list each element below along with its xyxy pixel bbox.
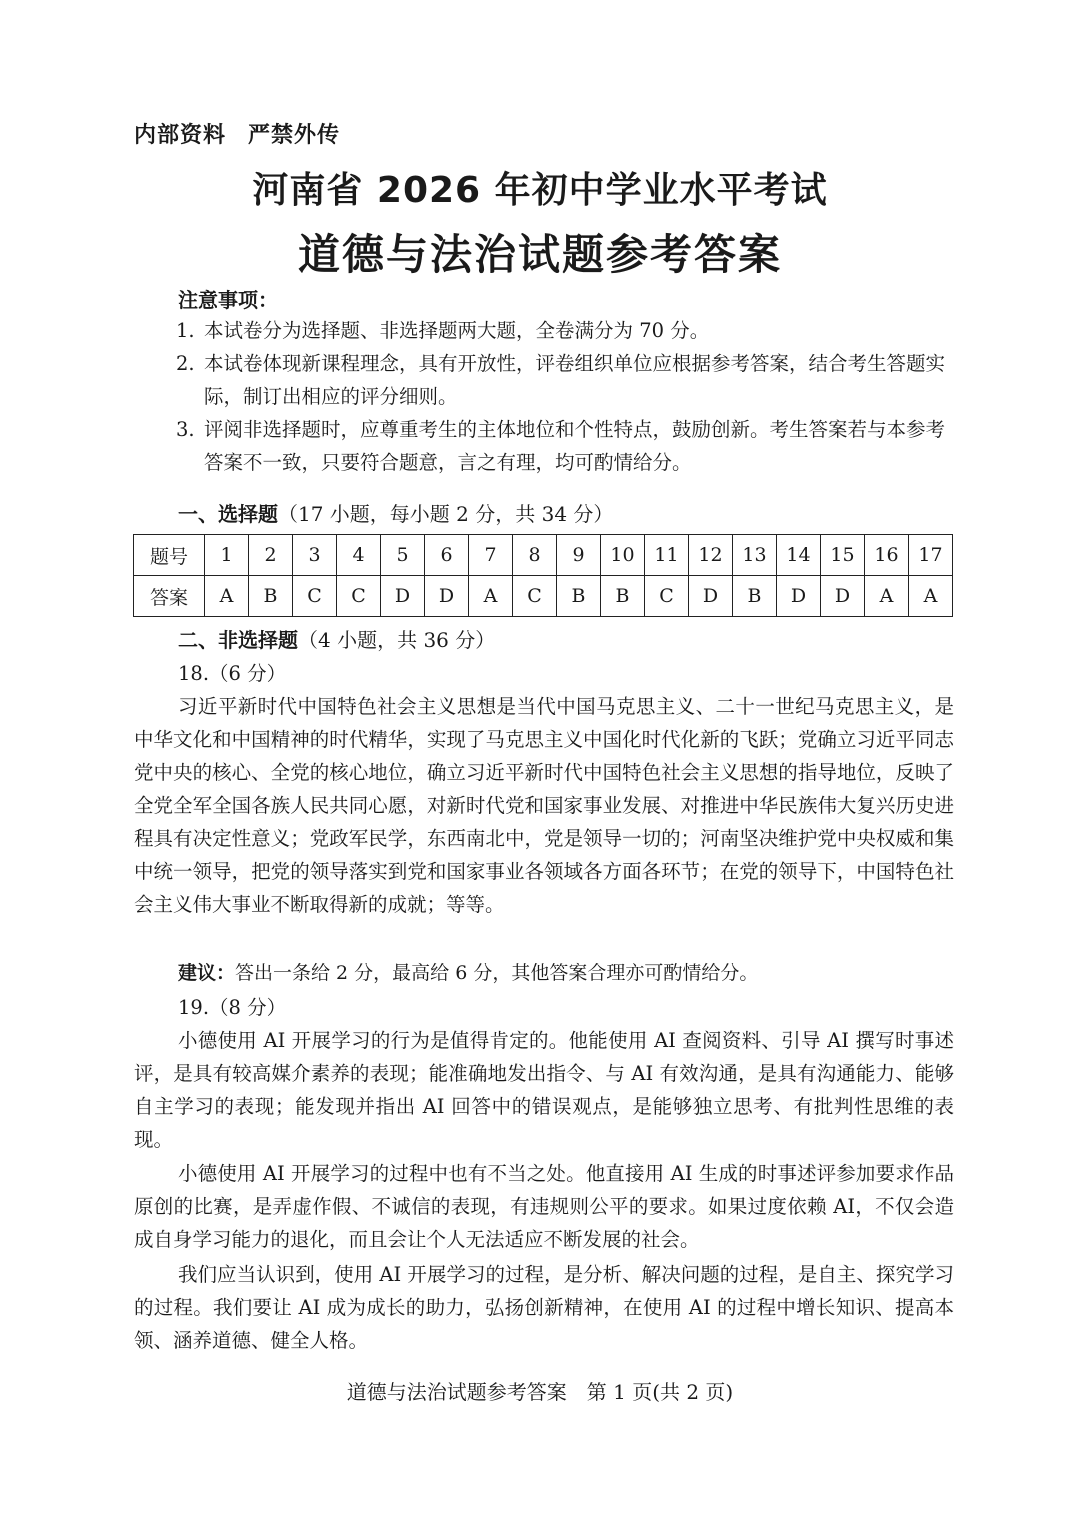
answer-table bbox=[133, 534, 953, 617]
exam-title: 河南省 2026 年初中学业水平考试 bbox=[252, 170, 828, 211]
question-19-paragraph: 我们应当认识到，使用 AI 开展学习的过程，是分析、解决问题的过程，是自主、探究学习的过程。我们要让 AI 成为成长的助力，弘扬创新精神，在使用 AI 的过程中增长知识、提高本领、涵养道德、健全人格。 bbox=[134, 1263, 954, 1352]
answer-key-title: 道德与法治试题参考答案 bbox=[297, 230, 782, 279]
answer-cell: B bbox=[733, 576, 777, 617]
question-number-cell: 12 bbox=[689, 535, 733, 576]
question-19-label: 19.（8 分） bbox=[178, 996, 287, 1019]
question-number-cell: 2 bbox=[249, 535, 293, 576]
section1-title: 一、选择题 bbox=[178, 502, 278, 526]
notes-list bbox=[176, 314, 956, 479]
answer-cell: D bbox=[821, 576, 865, 617]
section2-title: 二、非选择题 bbox=[178, 628, 298, 652]
note-item bbox=[176, 413, 956, 479]
question-number-cell: 10 bbox=[601, 535, 645, 576]
note-number: 2. bbox=[176, 352, 195, 375]
note-number: 1. bbox=[176, 319, 195, 342]
question-number-row bbox=[134, 535, 953, 576]
note-text: 评阅非选择题时，应尊重考生的主体地位和个性特点，鼓励创新。考生答案若与本参考答案不一致，只要符合题意，言之有理，均可酌情给分。 bbox=[204, 418, 946, 474]
question-18-label: 18.（6 分） bbox=[178, 662, 287, 685]
note-number: 3. bbox=[176, 418, 195, 441]
section2-desc: （4 小题，共 36 分） bbox=[298, 628, 496, 652]
notes-heading: 注意事项： bbox=[178, 288, 278, 312]
question-number-cell: 1 bbox=[205, 535, 249, 576]
answer-cell: D bbox=[689, 576, 733, 617]
grading-suggestion bbox=[178, 958, 758, 985]
question-number-cell: 5 bbox=[381, 535, 425, 576]
question-number-cell: 15 bbox=[821, 535, 865, 576]
question-number-cell: 17 bbox=[909, 535, 953, 576]
answer-cell: B bbox=[249, 576, 293, 617]
question-number-cell: 14 bbox=[777, 535, 821, 576]
answer-cell: D bbox=[777, 576, 821, 617]
internal-material-label: 内部资料 bbox=[134, 123, 227, 148]
question-number-cell: 4 bbox=[337, 535, 381, 576]
question-number-cell: 11 bbox=[645, 535, 689, 576]
answer-cell: A bbox=[909, 576, 953, 617]
question-number-cell: 9 bbox=[557, 535, 601, 576]
suggestion-text: 答出一条给 2 分，最高给 6 分，其他答案合理亦可酌情给分。 bbox=[235, 962, 759, 984]
section1-desc: （17 小题，每小题 2 分，共 34 分） bbox=[278, 502, 614, 526]
answer-cell: C bbox=[513, 576, 557, 617]
answer-cell: C bbox=[293, 576, 337, 617]
row-header-number: 题号 bbox=[134, 535, 205, 576]
note-text: 本试卷分为选择题、非选择题两大题，全卷满分为 70 分。 bbox=[204, 319, 710, 342]
answer-cell: D bbox=[381, 576, 425, 617]
answer-row bbox=[134, 576, 953, 617]
note-text: 本试卷体现新课程理念，具有开放性，评卷组织单位应根据参考答案，结合考生答题实际，制订出相应的评分细则。 bbox=[204, 352, 946, 408]
section2-heading bbox=[178, 624, 495, 653]
no-distribution-label: 严禁外传 bbox=[248, 123, 341, 148]
answer-cell: A bbox=[865, 576, 909, 617]
row-header-answer: 答案 bbox=[134, 576, 205, 617]
question-number-cell: 6 bbox=[425, 535, 469, 576]
answer-cell: A bbox=[469, 576, 513, 617]
question-19-paragraph: 小德使用 AI 开展学习的行为是值得肯定的。他能使用 AI 查阅资料、引导 AI 撰写时事述评，是具有较高媒介素养的表现；能准确地发出指令、与 AI 有效沟通，是具有沟通能力、能够自主学习的表现；能发现并指出 AI 回答中的错误观点，是能够独立思考、有批判性思维的表现。 bbox=[134, 1029, 954, 1151]
section1-heading bbox=[178, 498, 613, 527]
question-number-cell: 13 bbox=[733, 535, 777, 576]
question-number-cell: 8 bbox=[513, 535, 557, 576]
answer-cell: D bbox=[425, 576, 469, 617]
question-19-paragraph: 小德使用 AI 开展学习的过程中也有不当之处。他直接用 AI 生成的时事述评参加要求作品原创的比赛，是弄虚作假、不诚信的表现，有违规则公平的要求。如果过度依赖 AI，不仅会造成自身学习能力的退化，而且会让个人无法适应不断发展的社会。 bbox=[134, 1162, 954, 1251]
answer-cell: C bbox=[337, 576, 381, 617]
answer-cell: C bbox=[645, 576, 689, 617]
confidential-note bbox=[134, 118, 340, 149]
question-number-cell: 16 bbox=[865, 535, 909, 576]
note-item bbox=[176, 347, 956, 413]
suggestion-label: 建议： bbox=[178, 962, 236, 984]
answer-cell: B bbox=[557, 576, 601, 617]
answer-cell: B bbox=[601, 576, 645, 617]
page-footer: 道德与法治试题参考答案 第 1 页(共 2 页) bbox=[346, 1380, 734, 1404]
note-item bbox=[176, 314, 956, 347]
question-number-cell: 7 bbox=[469, 535, 513, 576]
question-number-cell: 3 bbox=[293, 535, 337, 576]
question-18-answer: 习近平新时代中国特色社会主义思想是当代中国马克思主义、二十一世纪马克思主义，是中华文化和中国精神的时代精华，实现了马克思主义中国化时代化新的飞跃；党确立习近平同志党中央的核心、全党的核心地位，确立习近平新时代中国特色社会主义思想的指导地位，反映了全党全军全国各族人民共同心愿，对新时代党和国家事业发展、对推进中华民族伟大复兴历史进程具有决定性意义；党政军民学，东西南北中，党是领导一切的；河南坚决维护党中央权威和集中统一领导，把党的领导落实到党和国家事业各领域各方面各环节；在党的领导下，中国特色社会主义伟大事业不断取得新的成就；等等。 bbox=[134, 695, 954, 916]
answer-cell: A bbox=[205, 576, 249, 617]
